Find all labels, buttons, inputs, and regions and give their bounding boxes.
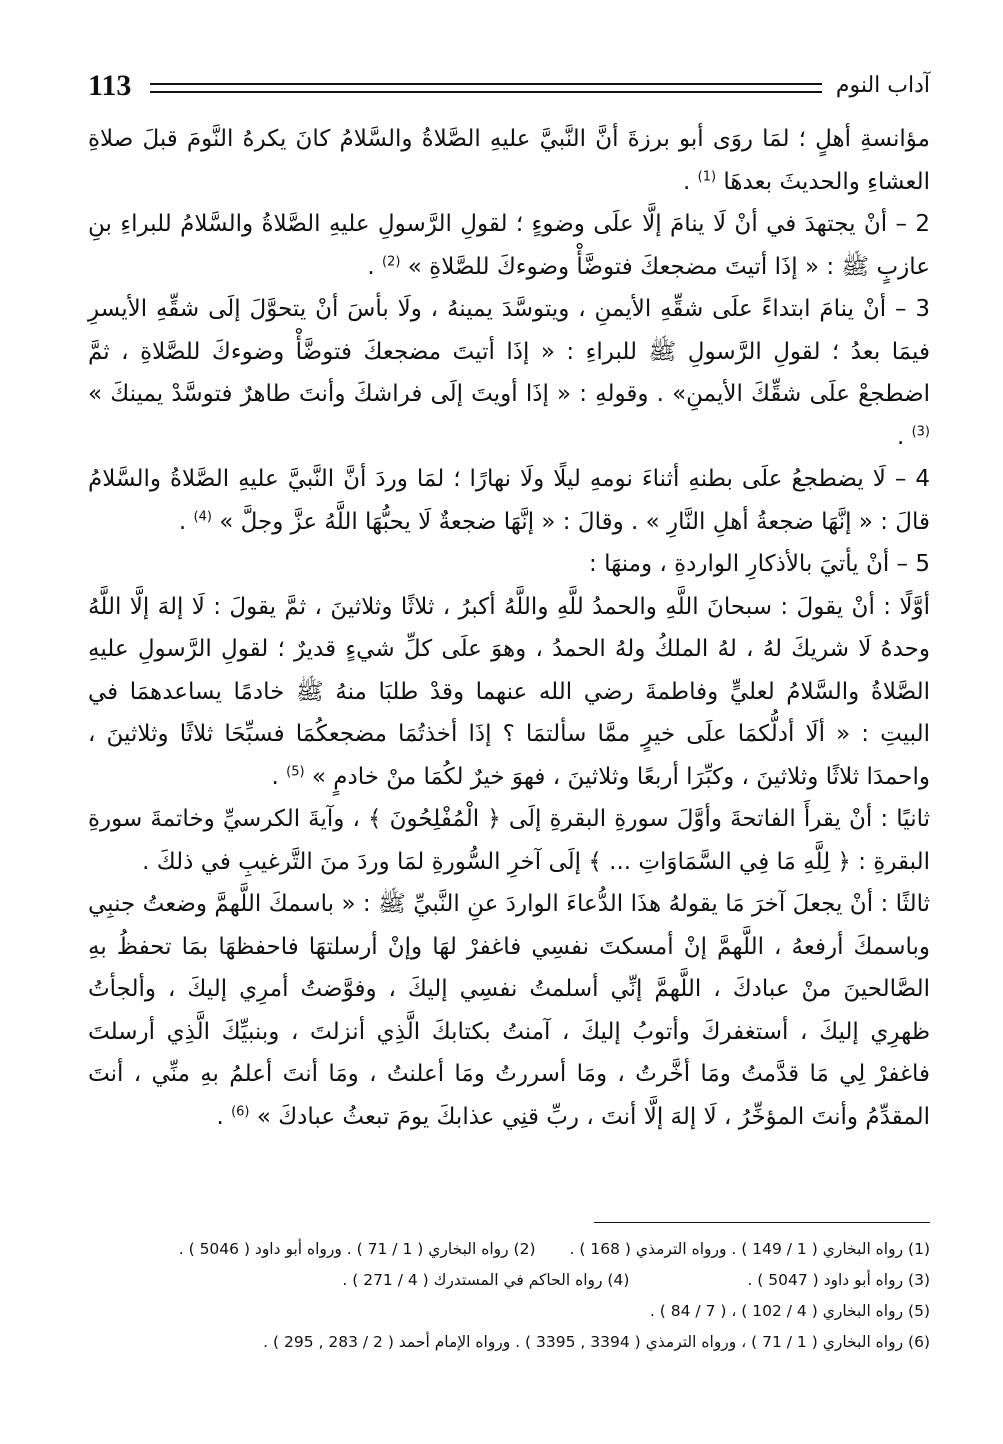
paragraph: مؤانسةِ أهلٍ ؛ لمَا روَى أبو برزةَ أنَّ النَّبيَّ عليهِ الصَّلاةُ والسَّلامُ كانَ يكرهُ النَّومَ قبلَ صلاةِ العشاءِ والحديثَ بعدهَا $^{(1)}$ . — [88, 126, 930, 195]
footnote-line — [88, 1296, 930, 1327]
footnote-ref: (2) — [382, 253, 401, 269]
footnote: (4) رواه الحاكم في المستدرك ( 4 / 271 ) . — [342, 1271, 630, 1289]
footnote-separator — [594, 1222, 930, 1223]
footnotes — [88, 1234, 930, 1358]
footnote-ref: (5) — [286, 763, 305, 779]
paragraph: ثانيًا : أنْ يقرأَ الفاتحةَ وأوَّلَ سورةِ البقرةِ إلَى ﴿ الْمُفْلِحُونَ ﴾ ، وآيةَ الكرسيِّ وخاتمةَ سورةِ البقرةِ : ﴿ لِلَّهِ مَا فِي السَّمَاوَاتِ ... ﴾ إلَى آخرِ السُّورةِ لمَا وردَ منَ التَّرغيبِ في ذلكَ . — [88, 806, 930, 875]
main-text — [88, 118, 930, 1138]
footnote: (6) رواه البخاري ( 1 / 71 ) ، ورواه الترمذي ( 3394 , 3395 ) . ورواه الإمام أحمد ( 2 / 283 , 295 ) . — [263, 1333, 930, 1351]
paragraph: 4 – لَا يضطجعُ علَى بطنهِ أثناءَ نومهِ ليلًا ولَا نهارًا ؛ لمَا وردَ أنَّ النَّبيَّ عليهِ الصَّلاةُ والسَّلامُ قالَ : « إنَّهَا ضجعةُ أهلِ النَّارِ » . وقالَ : « إنَّهَا ضجعةٌ لَا يحبُّهَا اللَّهُ عزَّ وجلَّ » $^{(4)}$ . — [88, 466, 930, 535]
paragraph: 3 – أنْ ينامَ ابتداءً علَى شقِّهِ الأيمنِ ، ويتوسَّدَ يمينهُ ، ولَا بأسَ أنْ يتحوَّلَ إلَى شقِّهِ الأيسرِ فيمَا بعدُ ؛ لقولِ الرَّسولِ ﷺ للبراءِ : « إذَا أتيتَ مضجعكَ فتوضَّأْ وضوءكَ للصَّلاةِ ، ثمَّ اضطجعْ علَى شقِّكَ الأيمنِ» . وقولهِ : « إذَا أويتَ إلَى فراشكَ وأنتَ طاهرٌ فتوسَّدْ يمينكَ » $^{(3)}$ . — [88, 296, 930, 450]
paragraph: ثالثًا : أنْ يجعلَ آخرَ مَا يقولهُ هذَا الدُّعاءَ الواردَ عنِ النَّبيِّ ﷺ : « باسمكَ اللَّهمَّ وضعتُ جنبِي وباسمكَ أرفعهُ ، اللَّهمَّ إنْ أمسكتَ نفسِي فاغفرْ لهَا وإنْ أرسلتهَا فاحفظهَا بمَا تحفظُ بهِ الصَّالحينَ منْ عبادكَ ، اللَّهمَّ إنِّي أسلمتُ نفسِي إليكَ ، وفوَّضتُ أمرِي إليكَ ، وألجأتُ ظهرِي إليكَ ، أستغفركَ وأتوبُ إليكَ ، آمنتُ بكتابكَ الَّذِي أنزلتَ ، وبنبيِّكَ الَّذِي أرسلتَ فاغفرْ لِي مَا قدَّمتُ ومَا أخَّرتُ ، ومَا أسررتُ ومَا أعلنتُ ، ومَا أنتَ أعلمُ بهِ منِّي ، أنتَ المقدِّمُ وأنتَ المؤخِّرُ ، لَا إلهَ إلَّا أنتَ ، ربِّ قنِي عذابكَ يومَ تبعثُ عبادكَ » $^{(6)}$ . — [88, 891, 930, 1130]
footnote: (2) رواه البخاري ( 1 / 71 ) . ورواه أبو داود ( 5046 ) . — [178, 1240, 536, 1258]
footnote-line — [88, 1327, 930, 1358]
footnote-ref: (3) — [911, 423, 930, 439]
footnote-ref: (4) — [193, 508, 212, 524]
page-number: 113 — [88, 69, 132, 102]
running-title: آداب النوم — [835, 73, 930, 98]
header-double-rule — [150, 83, 822, 93]
footnote-ref: (1) — [697, 168, 717, 184]
footnote: (3) رواه أبو داود ( 5047 ) . — [747, 1271, 930, 1289]
paragraph: 5 – أنْ يأتيَ بالأذكارِ الواردةِ ، ومنهَا : — [589, 551, 930, 577]
footnote-ref: (6) — [231, 1103, 250, 1119]
footnote: (1) رواه البخاري ( 1 / 149 ) . ورواه الترمذي ( 168 ) . — [569, 1240, 930, 1258]
footnote-line — [88, 1265, 930, 1296]
page-header — [88, 68, 930, 108]
footnote-line — [88, 1234, 930, 1265]
footnote: (5) رواه البخاري ( 4 / 102 ) ، ( 7 / 84 ) . — [649, 1302, 930, 1320]
paragraph: 2 – أنْ يجتهدَ في أنْ لَا ينامَ إلَّا علَى وضوءٍ ؛ لقولِ الرَّسولِ عليهِ الصَّلاةُ والسَّلامُ للبراءِ بنِ عازبٍ ﷺ : « إذَا أتيتَ مضجعكَ فتوضَّأْ وضوءكَ للصَّلاةِ » $^{(2)}$ . — [88, 211, 930, 280]
paragraph: أوَّلًا : أنْ يقولَ : سبحانَ اللَّهِ والحمدُ للَّهِ واللَّهُ أكبرُ ، ثلاثًا وثلاثينَ ، ثمَّ يقولَ : لَا إلهَ إلَّا اللَّهُ وحدهُ لَا شريكَ لهُ ، لهُ الملكُ ولهُ الحمدُ ، وهوَ علَى كلِّ شيءٍ قديرٌ ؛ لقولِ الرَّسولِ عليهِ الصَّلاةُ والسَّلامُ لعليٍّ وفاطمةَ رضي الله عنهما وقدْ طلبَا منهُ ﷺ خادمًا يساعدهمَا في البيتِ : « ألَا أدلُّكمَا علَى خيرٍ ممَّا سألتمَا ؟ إذَا أخذتُمَا مضجعكُمَا فسبِّحَا ثلاثًا وثلاثينَ ، واحمدَا ثلاثًا وثلاثينَ ، وكبِّرَا أربعًا وثلاثينَ ، فهوَ خيرٌ لكُمَا منْ خادمٍ » $^{(5)}$ . — [88, 593, 930, 790]
